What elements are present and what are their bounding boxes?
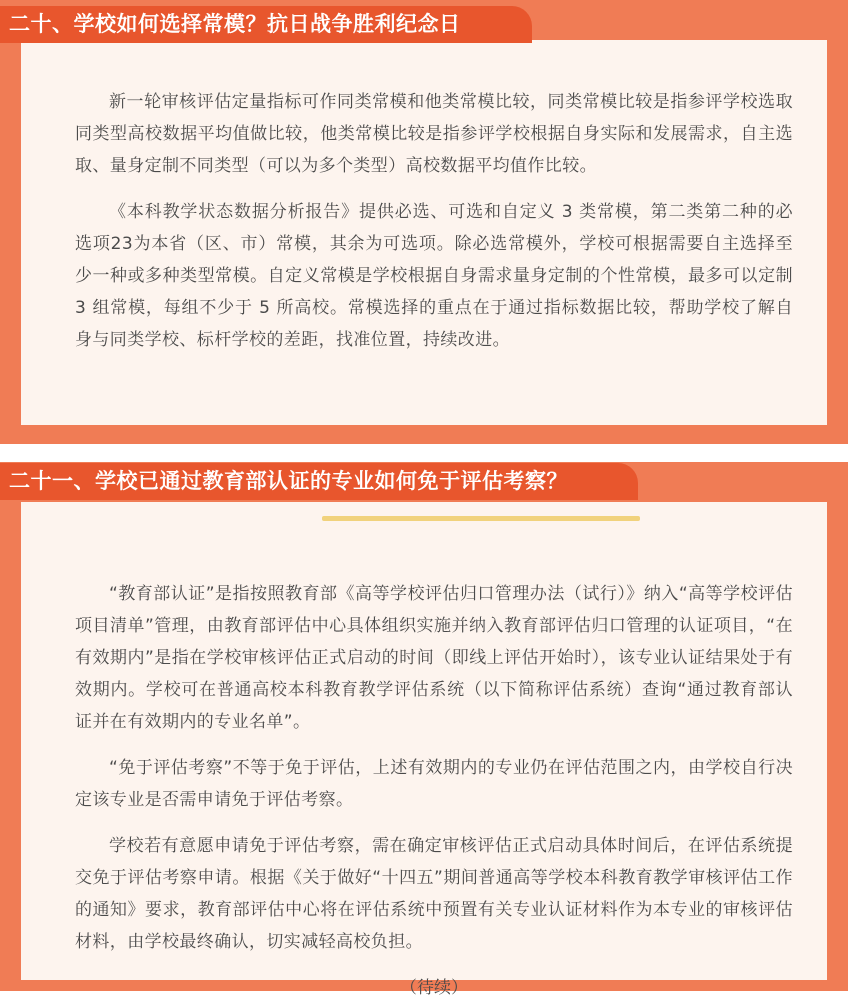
section-20-paragraph-1: 新一轮审核评估定量指标可作同类常模和他类常模比较，同类常模比较是指参评学校选取同类型高校数据平均值做比较，他类常模比较是指参评学校根据自身实际和发展需求，自主选取、量身定制不同类型（可以为多个类型）高校数据平均值作比较。 <box>75 92 793 176</box>
section-21-paragraph-1: “教育部认证”是指按照教育部《高等学校评估归口管理办法（试行）》纳入“高等学校评估项目清单”管理，由教育部评估中心具体组织实施并纳入教育部评估归口管理的认证项目，“在有效期内”是指在学校审核评估正式启动的时间（即线上评估开始时），该专业认证结果处于有效期内。学校可在普通高校本科教育教学评估系统（以下简称评估系统）查询“通过教育部认证并在有效期内的专业名单”。 <box>75 584 793 732</box>
section-20-panel <box>0 0 848 444</box>
section-20-card <box>21 40 827 425</box>
section-21-paragraph-3: 学校若有意愿申请免于评估考察，需在确定审核评估正式启动具体时间后，在评估系统提交免于评估考察申请。根据《关于做好“十四五”期间普通高等学校本科教育教学审核评估工作的通知》要求，教育部评估中心将在评估系统中预置有关专业认证材料作为本专业的审核评估材料，由学校最终确认，切实减轻高校负担。 <box>75 836 793 952</box>
section-20-title: 二十、学校如何选择常模？抗日战争胜利纪念日 <box>0 6 532 43</box>
section-21-card <box>21 502 827 998</box>
section-21-title: 二十一、学校已通过教育部认证的专业如何免于评估考察？ <box>0 463 638 500</box>
to-be-continued-note: （待续） <box>400 978 468 998</box>
title-underline-divider <box>322 516 640 521</box>
section-21-panel <box>0 462 848 998</box>
section-20-paragraph-2: 《本科教学状态数据分析报告》提供必选、可选和自定义 3 类常模，第二类第二种的必选项23为本省（区、市）常模，其余为可选项。除必选常模外，学校可根据需要自主选择至少一种或多种类型常模。自定义常模是学校根据自身需求量身定制的个性常模，最多可以定制 3 组常模，每组不少于 5 所高校。常模选择的重点在于通过指标数据比较，帮助学校了解自身与同类学校、标杆学校的差距，找准位置，持续改进。 <box>75 202 793 350</box>
section-21-paragraph-2: “免于评估考察”不等于免于评估，上述有效期内的专业仍在评估范围之内，由学校自行决定该专业是否需申请免于评估考察。 <box>75 758 793 810</box>
